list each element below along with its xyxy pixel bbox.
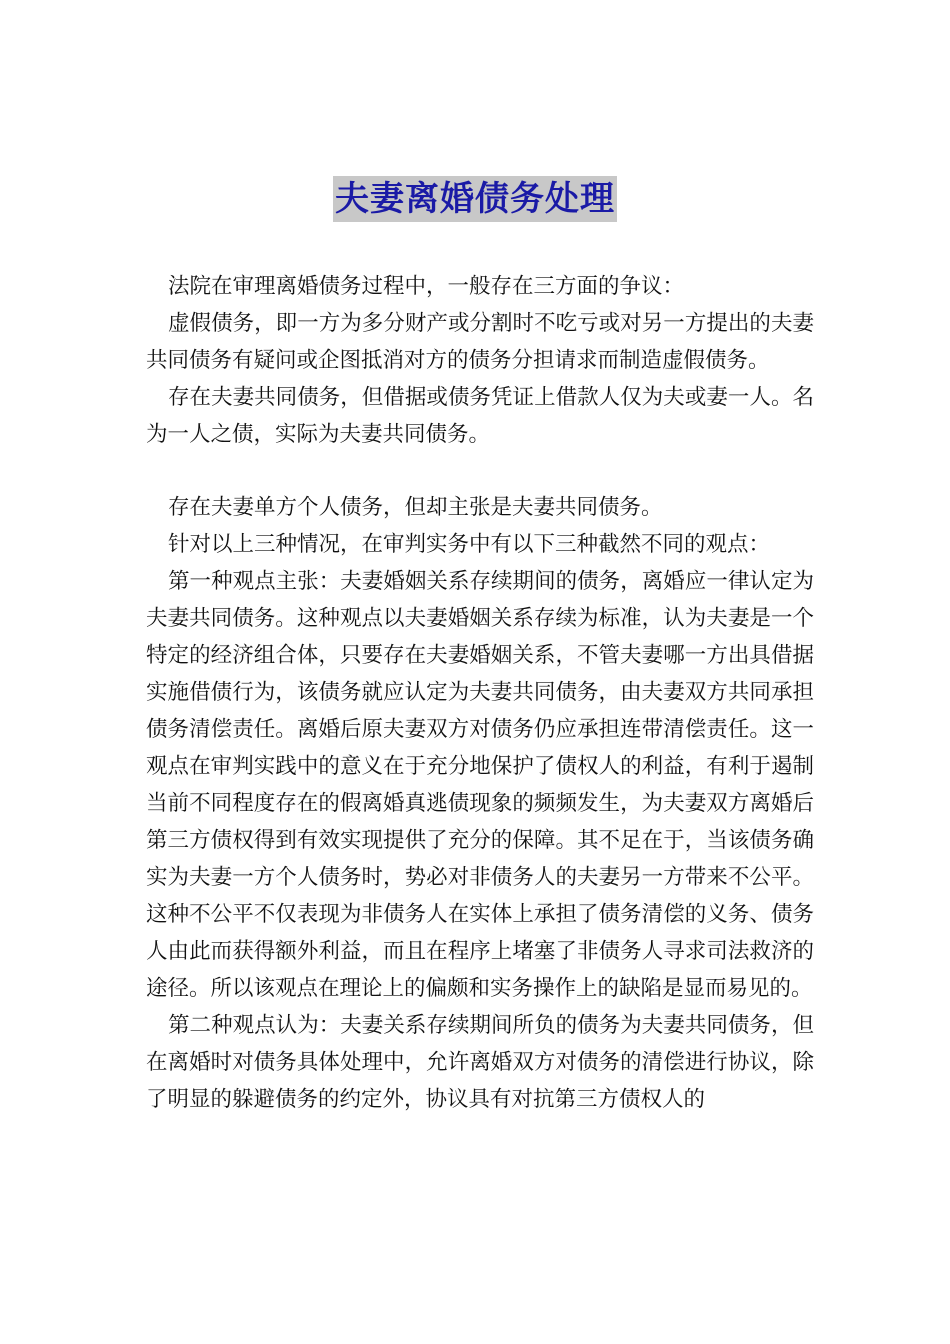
paragraph-second-view: 第二种观点认为：夫妻关系存续期间所负的债务为夫妻共同债务，但在离婚时对债务具体处理中，允许离婚双方对债务的清偿进行协议，除了明显的躲避债务的约定外，协议具有对抗第三方债权人的 (146, 1013, 814, 1112)
paragraph-false-debt: 虚假债务，即一方为多分财产或分割时不吃亏或对另一方提出的夫妻共同债务有疑问或企图抵消对方的债务分担请求而制造虚假债务。 (146, 311, 814, 373)
paragraph-three-views: 针对以上三种情况，在审判实务中有以下三种截然不同的观点： (168, 532, 771, 557)
paragraph-joint-debt-single-name: 存在夫妻共同债务，但借据或债务凭证上借款人仅为夫或妻一人。名为一人之债，实际为夫妻共同债务。 (146, 385, 814, 447)
title-container (0, 176, 950, 222)
document-body (146, 268, 814, 1118)
paragraph-personal-debt-claim: 存在夫妻单方个人债务，但却主张是夫妻共同债务。 (168, 495, 663, 520)
paragraph-first-view: 第一种观点主张：夫妻婚姻关系存续期间的债务，离婚应一律认定为夫妻共同债务。这种观点以夫妻婚姻关系存续为标准，认为夫妻是一个特定的经济组合体，只要存在夫妻婚姻关系，不管夫妻哪一方出具借据实施借债行为，该债务就应认定为夫妻共同债务，由夫妻双方共同承担债务清偿责任。离婚后原夫妻双方对债务仍应承担连带清偿责任。这一观点在审判实践中的意义在于充分地保护了债权人的利益，有利于遏制当前不同程度存在的假离婚真逃债现象的频频发生，为夫妻双方离婚后第三方债权得到有效实现提供了充分的保障。其不足在于，当该债务确实为夫妻一方个人债务时，势必对非债务人的夫妻另一方带来不公平。这种不公平不仅表现为非债务人在实体上承担了债务清偿的义务、债务人由此而获得额外利益，而且在程序上堵塞了非债务人寻求司法救济的途径。所以该观点在理论上的偏颇和实务操作上的缺陷是显而易见的。 (146, 569, 814, 1001)
paragraph-intro: 法院在审理离婚债务过程中，一般存在三方面的争议： (168, 274, 685, 299)
document-title: 夫妻离婚债务处理 (333, 176, 617, 222)
